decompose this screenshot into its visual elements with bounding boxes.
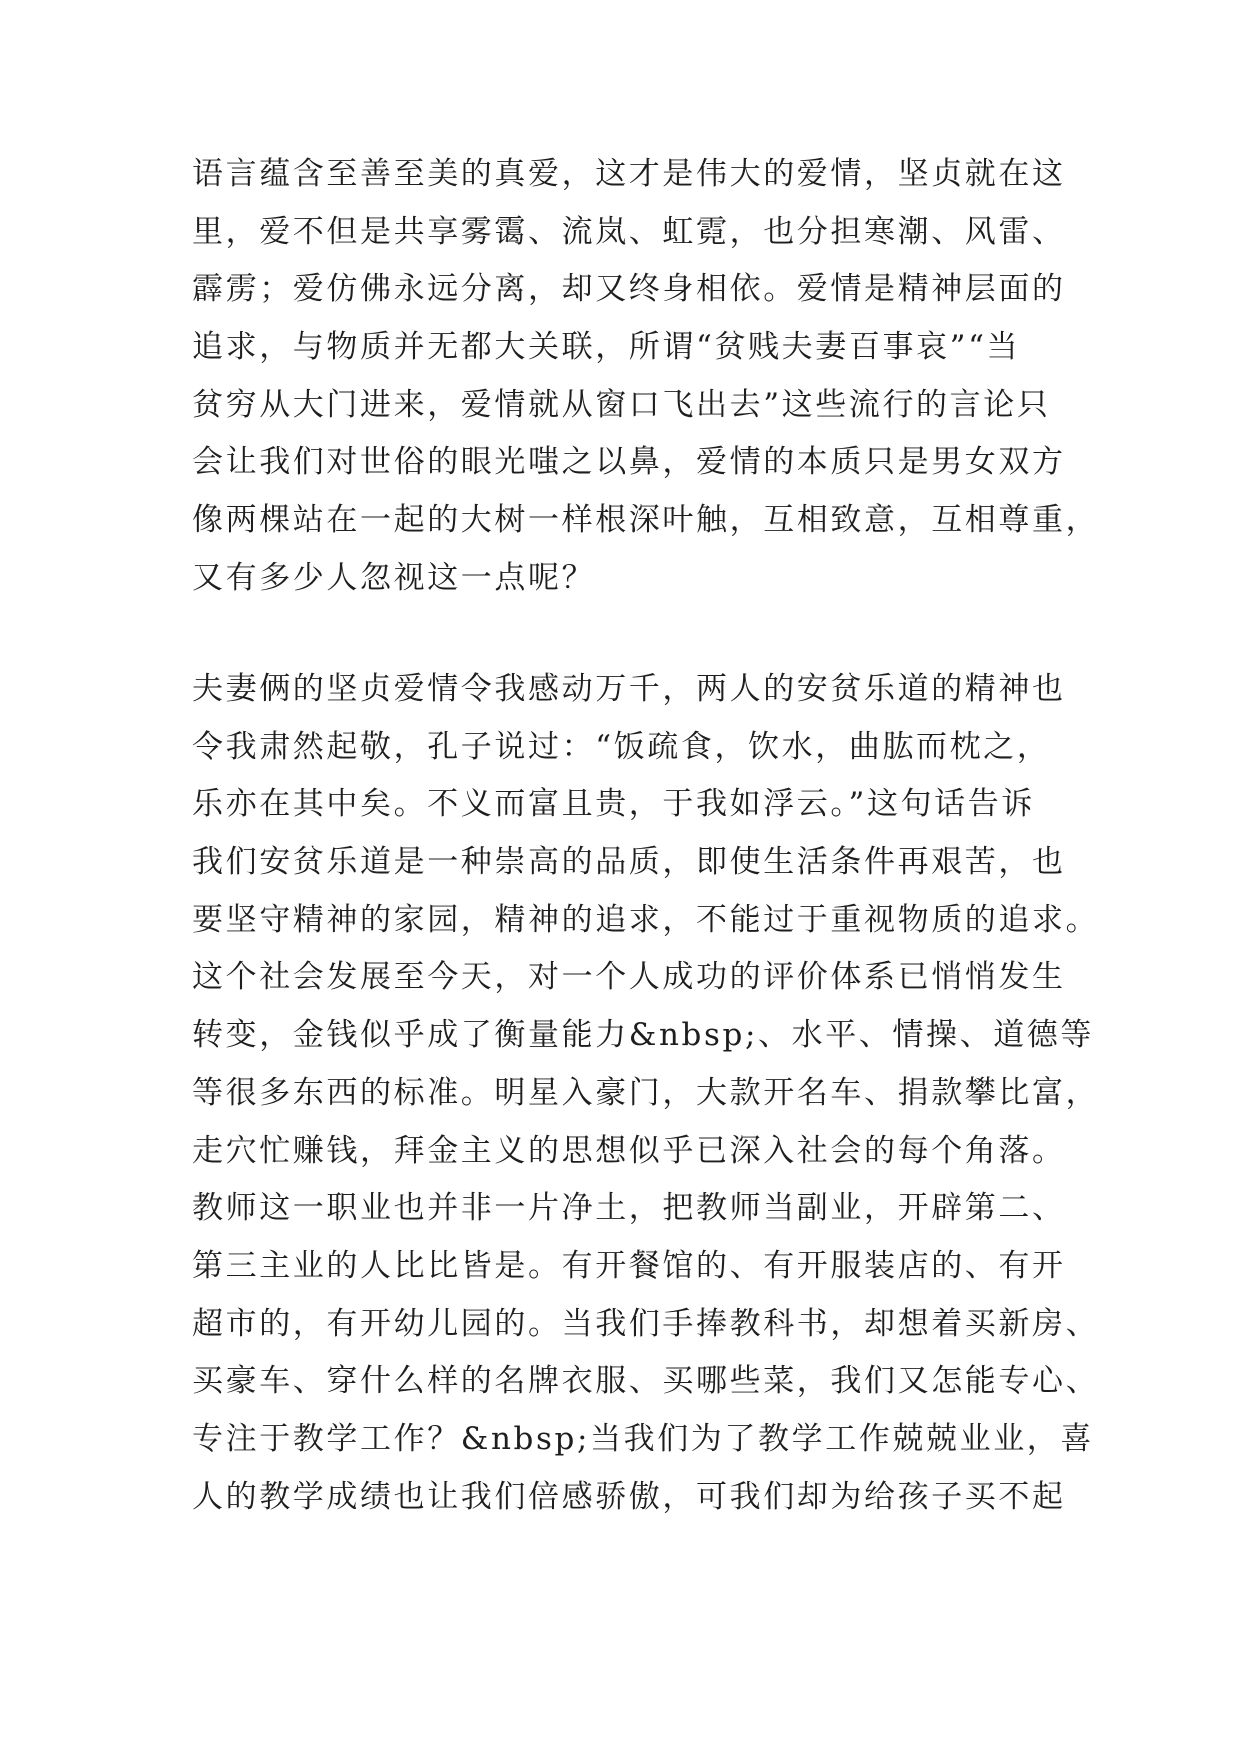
- text-line: 令我肃然起敬，孔子说过：“饭疏食，饮水，曲肱而枕之，: [192, 728, 1051, 765]
- text-line: 像两棵站在一起的大树一样根深叶触，互相致意，互相尊重，: [192, 502, 1100, 539]
- text-line: 等很多东西的标准。明星入豪门，大款开名车、捐款攀比富，: [192, 1074, 1100, 1111]
- paragraph-2: [192, 661, 1100, 1526]
- text-line: 超市的，有开幼儿园的。当我们手捧教科书，却想着买新房、: [192, 1305, 1100, 1342]
- paragraph-1: [192, 146, 1100, 608]
- text-line: 里，爱不但是共享雾霭、流岚、虹霓，也分担寒潮、风雷、: [192, 213, 1066, 250]
- text-line: 专注于教学工作？&nbsp;当我们为了教学工作兢兢业业，喜: [192, 1420, 1094, 1457]
- text-line: 又有多少人忽视这一点呢？: [192, 559, 596, 596]
- text-line: 这个社会发展至今天，对一个人成功的评价体系已悄悄发生: [192, 959, 1066, 996]
- text-line: 语言蕴含至善至美的真爱，这才是伟大的爱情，坚贞就在这: [192, 156, 1066, 192]
- text-line: 走穴忙赚钱，拜金主义的思想似乎已深入社会的每个角落。: [192, 1132, 1066, 1169]
- text-line: 人的教学成绩也让我们倍感骄傲，可我们却为给孩子买不起: [192, 1478, 1066, 1515]
- text-line: 追求，与物质并无都大关联，所谓“贫贱夫妻百事哀”“当: [192, 329, 1021, 366]
- text-line: 我们安贫乐道是一种崇高的品质，即使生活条件再艰苦，也: [192, 844, 1066, 881]
- text-line: 要坚守精神的家园，精神的追求，不能过于重视物质的追求。: [192, 901, 1100, 938]
- text-line: 会让我们对世俗的眼光嗤之以鼻，爱情的本质只是男女双方: [192, 444, 1066, 481]
- text-line: 夫妻俩的坚贞爱情令我感动万千，两人的安贫乐道的精神也: [192, 671, 1066, 707]
- text-line: 霹雳；爱仿佛永远分离，却又终身相依。爱情是精神层面的: [192, 271, 1066, 308]
- text-line: 转变，金钱似乎成了衡量能力&nbsp;、水平、情操、道德等: [192, 1017, 1094, 1054]
- text-line: 贫穷从大门进来，爱情就从窗口飞出去”这些流行的言论只: [192, 386, 1051, 423]
- text-line: 乐亦在其中矣。不义而富且贵，于我如浮云。”这句话告诉: [192, 786, 1035, 823]
- text-line: 教师这一职业也并非一片净土，把教师当副业，开辟第二、: [192, 1190, 1066, 1227]
- text-line: 第三主业的人比比皆是。有开餐馆的、有开服装店的、有开: [192, 1247, 1066, 1284]
- text-line: 买豪车、穿什么样的名牌衣服、买哪些菜，我们又怎能专心、: [192, 1363, 1100, 1400]
